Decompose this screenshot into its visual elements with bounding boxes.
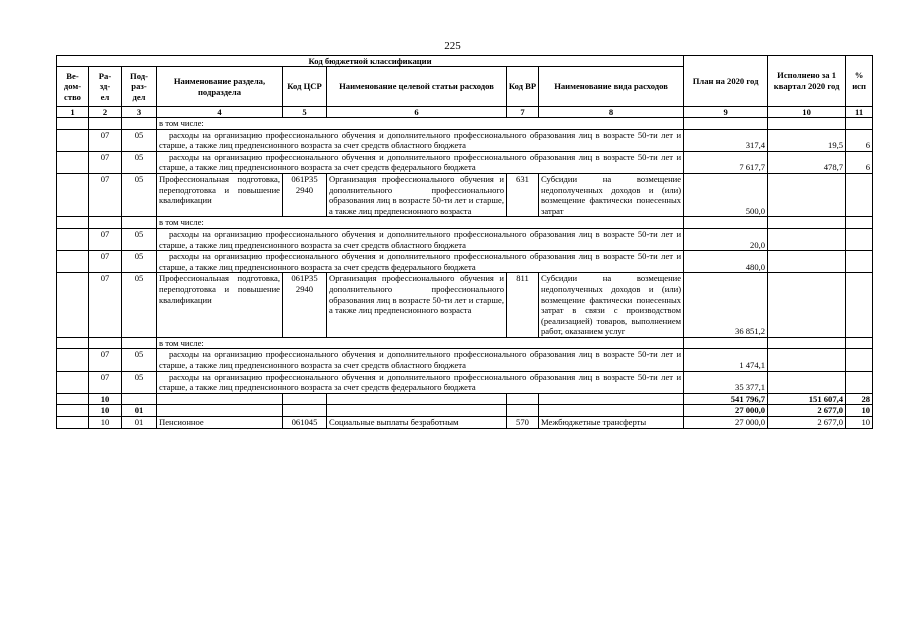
column-number: 10 bbox=[768, 107, 846, 118]
page-number: 225 bbox=[444, 40, 461, 52]
budget-table bbox=[56, 55, 873, 429]
cell-razdel: 07 bbox=[89, 251, 122, 273]
header-podrazdel: Под- раз- дел bbox=[122, 67, 157, 107]
cell-vedomstvo bbox=[57, 349, 89, 371]
cell-percent bbox=[846, 173, 873, 216]
cell-podrazdel: 05 bbox=[122, 251, 157, 273]
cell-razdel: 07 bbox=[89, 371, 122, 393]
cell-section-name: Пенсионное bbox=[157, 417, 283, 429]
cell-razdel: 07 bbox=[89, 129, 122, 151]
column-number: 4 bbox=[157, 107, 283, 118]
table-row bbox=[57, 173, 873, 216]
cell-plan: 317,4 bbox=[684, 129, 768, 151]
cell-plan: 35 377,1 bbox=[684, 371, 768, 393]
cell-vr-name: Субсидии на возмещение недополученных доходов и (или) возмещение фактически понесенных затрат в связи с производством (реализацией) товаров, выполнением работ, оказанием услуг bbox=[539, 273, 684, 338]
cell-percent: 10 bbox=[846, 417, 873, 429]
header-vedomstvo: Ве- дом- ство bbox=[57, 67, 89, 107]
cell-vr-name: Субсидии на возмещение недополученных доходов и (или) возмещение фактически понесенных затрат bbox=[539, 173, 684, 216]
note-cell: в том числе: bbox=[157, 337, 684, 349]
cell-podrazdel: 01 bbox=[122, 417, 157, 429]
cell-percent bbox=[846, 228, 873, 250]
cell-description: расходы на организацию профессионального обучения и дополнительного профессионального образования лиц в возрасте 50-ти лет и старше, а также лиц предпенсионного возраста за счет средств федерального бюджета bbox=[157, 151, 684, 173]
cell-vedomstvo bbox=[57, 151, 89, 173]
column-number: 6 bbox=[327, 107, 507, 118]
cell-executed: 2 677,0 bbox=[768, 405, 846, 417]
table-row bbox=[57, 118, 873, 130]
cell-target-name: Социальные выплаты безработным bbox=[327, 417, 507, 429]
cell-razdel: 10 bbox=[89, 417, 122, 429]
header-vr-name: Наименование вида расходов bbox=[539, 67, 684, 107]
table-row bbox=[57, 371, 873, 393]
cell-percent: 6 bbox=[846, 129, 873, 151]
cell-vr-name: Межбюджетные трансферты bbox=[539, 417, 684, 429]
header-percent: % исп bbox=[846, 56, 873, 107]
table-header bbox=[57, 56, 873, 118]
cell-target-name: Организация профессионального обучения и дополнительного профессионального образования лиц в возрасте 50-ти лет и старше, а также лиц предпенсионного возраста bbox=[327, 173, 507, 216]
cell-vedomstvo bbox=[57, 393, 89, 405]
cell-podrazdel: 05 bbox=[122, 228, 157, 250]
cell-podrazdel: 01 bbox=[122, 405, 157, 417]
cell-executed bbox=[768, 371, 846, 393]
note-cell: в том числе: bbox=[157, 217, 684, 229]
column-numbers-row bbox=[57, 107, 873, 118]
cell-executed: 478,7 bbox=[768, 151, 846, 173]
cell-description: расходы на организацию профессионального обучения и дополнительного профессионального образования лиц в возрасте 50-ти лет и старше, а также лиц предпенсионного возраста за счет средств областного бюджета bbox=[157, 228, 684, 250]
cell-vedomstvo bbox=[57, 371, 89, 393]
header-group-budget-code: Код бюджетной классификации bbox=[57, 56, 684, 67]
cell-vedomstvo bbox=[57, 251, 89, 273]
cell-vedomstvo bbox=[57, 228, 89, 250]
table-row bbox=[57, 417, 873, 429]
cell-vedomstvo bbox=[57, 173, 89, 216]
column-number: 2 bbox=[89, 107, 122, 118]
cell-executed bbox=[768, 251, 846, 273]
header-target-name: Наименование целевой статьи расходов bbox=[327, 67, 507, 107]
header-razdel: Ра- зд- ел bbox=[89, 67, 122, 107]
column-number: 5 bbox=[283, 107, 327, 118]
cell-plan: 20,0 bbox=[684, 228, 768, 250]
cell-executed bbox=[768, 349, 846, 371]
cell-vr: 570 bbox=[507, 417, 539, 429]
cell-vr: 811 bbox=[507, 273, 539, 338]
cell-plan: 500,0 bbox=[684, 173, 768, 216]
cell-razdel: 10 bbox=[89, 393, 122, 405]
cell-podrazdel: 05 bbox=[122, 371, 157, 393]
cell-plan: 1 474,1 bbox=[684, 349, 768, 371]
cell-podrazdel: 05 bbox=[122, 129, 157, 151]
header-section-name: Наименование раздела, подраздела bbox=[157, 67, 283, 107]
cell-executed bbox=[768, 173, 846, 216]
cell-podrazdel: 05 bbox=[122, 273, 157, 338]
cell-csr: 061P35 2940 bbox=[283, 273, 327, 338]
cell-podrazdel: 05 bbox=[122, 349, 157, 371]
table-row-total bbox=[57, 405, 873, 417]
cell-percent: 10 bbox=[846, 405, 873, 417]
cell-razdel: 07 bbox=[89, 173, 122, 216]
cell-razdel: 07 bbox=[89, 349, 122, 371]
cell-csr: 061P35 2940 bbox=[283, 173, 327, 216]
column-number: 11 bbox=[846, 107, 873, 118]
cell-percent: 6 bbox=[846, 151, 873, 173]
table-row bbox=[57, 251, 873, 273]
cell-vedomstvo bbox=[57, 417, 89, 429]
cell-razdel: 10 bbox=[89, 405, 122, 417]
cell-razdel: 07 bbox=[89, 228, 122, 250]
table-row bbox=[57, 217, 873, 229]
cell-vedomstvo bbox=[57, 273, 89, 338]
cell-section-name: Профессиональная подготовка, переподготовка и повышение квалификации bbox=[157, 173, 283, 216]
cell-plan: 36 851,2 bbox=[684, 273, 768, 338]
table-body bbox=[57, 118, 873, 429]
cell-razdel: 07 bbox=[89, 273, 122, 338]
cell-vr: 631 bbox=[507, 173, 539, 216]
cell-plan: 27 000,0 bbox=[684, 417, 768, 429]
cell-podrazdel bbox=[122, 393, 157, 405]
cell-description: расходы на организацию профессионального обучения и дополнительного профессионального образования лиц в возрасте 50-ти лет и старше, а также лиц предпенсионного возраста за счет средств федерального бюджета bbox=[157, 251, 684, 273]
cell-podrazdel: 05 bbox=[122, 151, 157, 173]
header-plan: План на 2020 год bbox=[684, 56, 768, 107]
header-csr: Код ЦСР bbox=[283, 67, 327, 107]
cell-target-name: Организация профессионального обучения и дополнительного профессионального образования лиц в возрасте 50-ти лет и старше, а также лиц предпенсионного возраста bbox=[327, 273, 507, 338]
table-row bbox=[57, 151, 873, 173]
column-number: 8 bbox=[539, 107, 684, 118]
cell-percent bbox=[846, 349, 873, 371]
cell-plan: 27 000,0 bbox=[684, 405, 768, 417]
cell-executed bbox=[768, 273, 846, 338]
column-number: 7 bbox=[507, 107, 539, 118]
column-number: 1 bbox=[57, 107, 89, 118]
cell-executed bbox=[768, 228, 846, 250]
table-row bbox=[57, 129, 873, 151]
header-executed: Исполнено за 1 квартал 2020 год bbox=[768, 56, 846, 107]
cell-executed: 151 607,4 bbox=[768, 393, 846, 405]
cell-percent bbox=[846, 273, 873, 338]
cell-percent bbox=[846, 251, 873, 273]
cell-description: расходы на организацию профессионального обучения и дополнительного профессионального образования лиц в возрасте 50-ти лет и старше, а также лиц предпенсионного возраста за счет средств областного бюджета bbox=[157, 349, 684, 371]
cell-executed: 2 677,0 bbox=[768, 417, 846, 429]
cell-section-name: Профессиональная подготовка, переподготовка и повышение квалификации bbox=[157, 273, 283, 338]
cell-percent bbox=[846, 371, 873, 393]
cell-description: расходы на организацию профессионального обучения и дополнительного профессионального образования лиц в возрасте 50-ти лет и старше, а также лиц предпенсионного возраста за счет средств федерального бюджета bbox=[157, 371, 684, 393]
cell-plan: 7 617,7 bbox=[684, 151, 768, 173]
cell-vedomstvo bbox=[57, 405, 89, 417]
table-row-total bbox=[57, 393, 873, 405]
cell-description: расходы на организацию профессионального обучения и дополнительного профессионального образования лиц в возрасте 50-ти лет и старше, а также лиц предпенсионного возраста за счет средств областного бюджета bbox=[157, 129, 684, 151]
cell-vedomstvo bbox=[57, 129, 89, 151]
table-row bbox=[57, 273, 873, 338]
cell-plan: 480,0 bbox=[684, 251, 768, 273]
cell-razdel: 07 bbox=[89, 151, 122, 173]
cell-csr: 061045 bbox=[283, 417, 327, 429]
cell-podrazdel: 05 bbox=[122, 173, 157, 216]
table-row bbox=[57, 228, 873, 250]
note-cell: в том числе: bbox=[157, 118, 684, 130]
header-vr: Код ВР bbox=[507, 67, 539, 107]
column-number: 9 bbox=[684, 107, 768, 118]
cell-executed: 19,5 bbox=[768, 129, 846, 151]
cell-percent: 28 bbox=[846, 393, 873, 405]
table-row bbox=[57, 349, 873, 371]
column-number: 3 bbox=[122, 107, 157, 118]
table-row bbox=[57, 337, 873, 349]
cell-plan: 541 796,7 bbox=[684, 393, 768, 405]
